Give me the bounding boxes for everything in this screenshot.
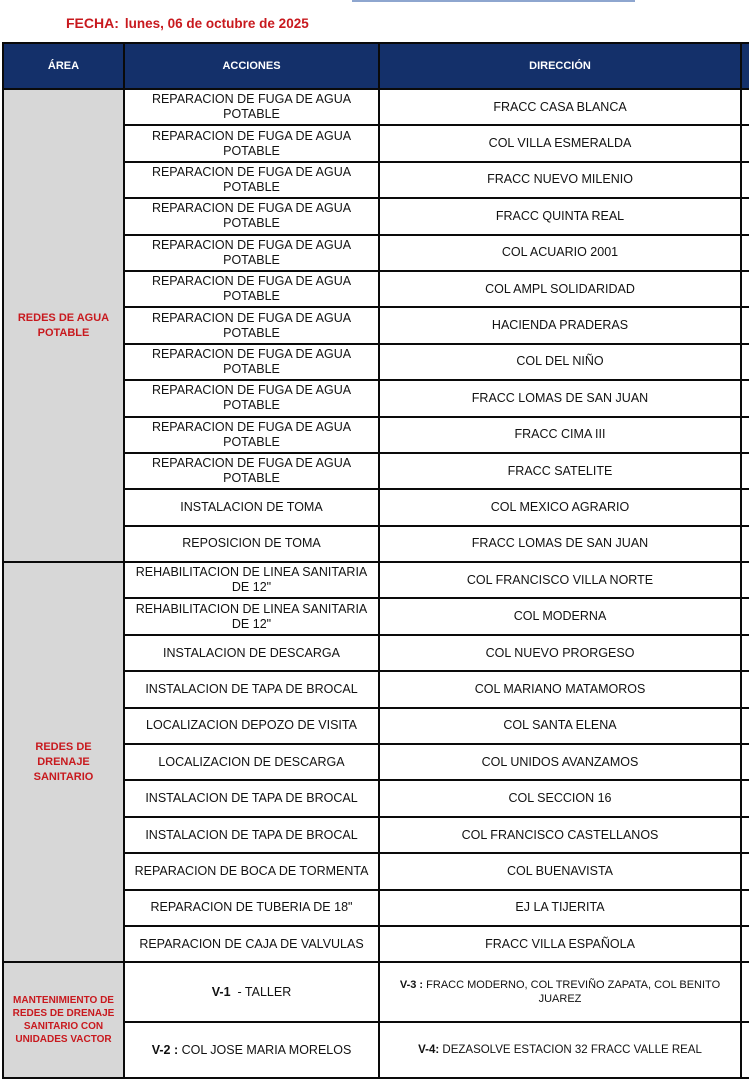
direccion-cell: FRACC SATELITE [379,453,741,489]
area-cell-drenaje: REDES DE DRENAJE SANITARIO [3,562,124,962]
vactor-v2-code: V-2 : [151,1042,179,1057]
accion-cell: REPARACION DE FUGA DE AGUA POTABLE [124,307,379,343]
direccion-cell: FRACC CASA BLANCA [379,89,741,125]
accion-cell: REPARACION DE FUGA DE AGUA POTABLE [124,417,379,453]
direccion-cell: FRACC QUINTA REAL [379,198,741,234]
table-header-row [3,43,749,89]
accion-cell: REPOSICION DE TOMA [124,526,379,562]
accion-cell: REPARACION DE FUGA DE AGUA POTABLE [124,198,379,234]
cut-cell [741,526,749,562]
cut-cell [741,489,749,525]
cut-cell [741,89,749,125]
accion-cell: REPARACION DE FUGA DE AGUA POTABLE [124,380,379,416]
vactor-v1-code: V-1 [211,984,231,999]
direccion-cell: COL UNIDOS AVANZAMOS [379,744,741,780]
cut-cell [741,780,749,816]
cut-cell [741,853,749,889]
direccion-cell: EJ LA TIJERITA [379,890,741,926]
direccion-cell: COL ACUARIO 2001 [379,235,741,271]
cut-cell [741,125,749,161]
cut-cell [741,744,749,780]
top-decorative-line [352,0,635,2]
cut-cell [741,962,749,1022]
accion-cell: REPARACION DE FUGA DE AGUA POTABLE [124,271,379,307]
vactor-v2-cell [124,1022,379,1078]
cut-cell [741,671,749,707]
accion-cell: REPARACION DE FUGA DE AGUA POTABLE [124,344,379,380]
cut-cell [741,307,749,343]
vactor-v1-text: - TALLER [230,984,292,999]
section-drenaje [3,562,749,962]
direccion-cell: COL BUENAVISTA [379,853,741,889]
accion-cell: REPARACION DE FUGA DE AGUA POTABLE [124,125,379,161]
vactor-v4-cell [379,1022,741,1078]
direccion-cell: COL MEXICO AGRARIO [379,489,741,525]
accion-cell: INSTALACION DE TAPA DE BROCAL [124,671,379,707]
section-agua [3,89,749,562]
table-row [3,562,749,598]
section-vactor [3,962,749,1078]
direccion-cell: FRACC LOMAS DE SAN JUAN [379,380,741,416]
activities-table [2,42,749,1079]
table-row [3,89,749,125]
accion-cell: REPARACION DE FUGA DE AGUA POTABLE [124,162,379,198]
direccion-cell: FRACC LOMAS DE SAN JUAN [379,526,741,562]
accion-cell: REPARACION DE CAJA DE VALVULAS [124,926,379,962]
accion-cell: REPARACION DE FUGA DE AGUA POTABLE [124,453,379,489]
accion-cell: REHABILITACION DE LINEA SANITARIA DE 12" [124,598,379,634]
accion-cell: REHABILITACION DE LINEA SANITARIA DE 12" [124,562,379,598]
direccion-cell: COL VILLA ESMERALDA [379,125,741,161]
direccion-cell: COL SANTA ELENA [379,708,741,744]
direccion-cell: HACIENDA PRADERAS [379,307,741,343]
cut-cell [741,380,749,416]
accion-cell: INSTALACION DE TOMA [124,489,379,525]
cut-cell [741,817,749,853]
cut-cell [741,344,749,380]
accion-cell: REPARACION DE FUGA DE AGUA POTABLE [124,235,379,271]
cut-cell [741,598,749,634]
table-row [3,962,749,1022]
direccion-cell: COL NUEVO PRORGESO [379,635,741,671]
direccion-cell: COL FRANCISCO CASTELLANOS [379,817,741,853]
cut-cell [741,890,749,926]
cut-cell [741,235,749,271]
accion-cell: REPARACION DE FUGA DE AGUA POTABLE [124,89,379,125]
direccion-cell: FRACC VILLA ESPAÑOLA [379,926,741,962]
cut-cell [741,708,749,744]
cut-cell [741,162,749,198]
vactor-v4-text: DEZASOLVE ESTACION 32 FRACC VALLE REAL [439,1043,702,1056]
direccion-cell: COL SECCION 16 [379,780,741,816]
direccion-cell: COL MODERNA [379,598,741,634]
cut-cell [741,562,749,598]
area-cell-vactor: MANTENIMIENTO DE REDES DE DRENAJE SANITARIO CON UNIDADES VACTOR [3,962,124,1078]
cut-cell [741,417,749,453]
accion-cell: REPARACION DE TUBERIA DE 18" [124,890,379,926]
accion-cell: LOCALIZACION DEPOZO DE VISITA [124,708,379,744]
vactor-v1-cell [124,962,379,1022]
col-header-acciones: ACCIONES [124,43,379,89]
vactor-v2-text: COL JOSE MARIA MORELOS [178,1042,352,1057]
col-header-direccion: DIRECCIÓN [379,43,741,89]
vactor-v3-code: V-3 : [399,979,424,992]
accion-cell: REPARACION DE BOCA DE TORMENTA [124,853,379,889]
col-header-cut [741,43,749,89]
vactor-v3-cell [379,962,741,1022]
direccion-cell: COL MARIANO MATAMOROS [379,671,741,707]
area-cell-agua: REDES DE AGUA POTABLE [3,89,124,562]
vactor-v3-text: FRACC MODERNO, COL TREVIÑO ZAPATA, COL BENITO JUAREZ [423,979,721,1006]
cut-cell [741,198,749,234]
direccion-cell: COL AMPL SOLIDARIDAD [379,271,741,307]
direccion-cell: COL FRANCISCO VILLA NORTE [379,562,741,598]
direccion-cell: COL DEL NIÑO [379,344,741,380]
cut-cell [741,1022,749,1078]
date-value: lunes, 06 de octubre de 2025 [124,16,309,31]
accion-cell: INSTALACION DE TAPA DE BROCAL [124,780,379,816]
date-line [66,15,309,31]
accion-cell: INSTALACION DE DESCARGA [124,635,379,671]
col-header-area: ÁREA [3,43,124,89]
accion-cell: INSTALACION DE TAPA DE BROCAL [124,817,379,853]
direccion-cell: FRACC CIMA III [379,417,741,453]
vactor-v4-code: V-4: [418,1043,440,1056]
cut-cell [741,453,749,489]
cut-cell [741,635,749,671]
cut-cell [741,926,749,962]
cut-cell [741,271,749,307]
accion-cell: LOCALIZACION DE DESCARGA [124,744,379,780]
date-label: FECHA: [66,15,119,31]
direccion-cell: FRACC NUEVO MILENIO [379,162,741,198]
